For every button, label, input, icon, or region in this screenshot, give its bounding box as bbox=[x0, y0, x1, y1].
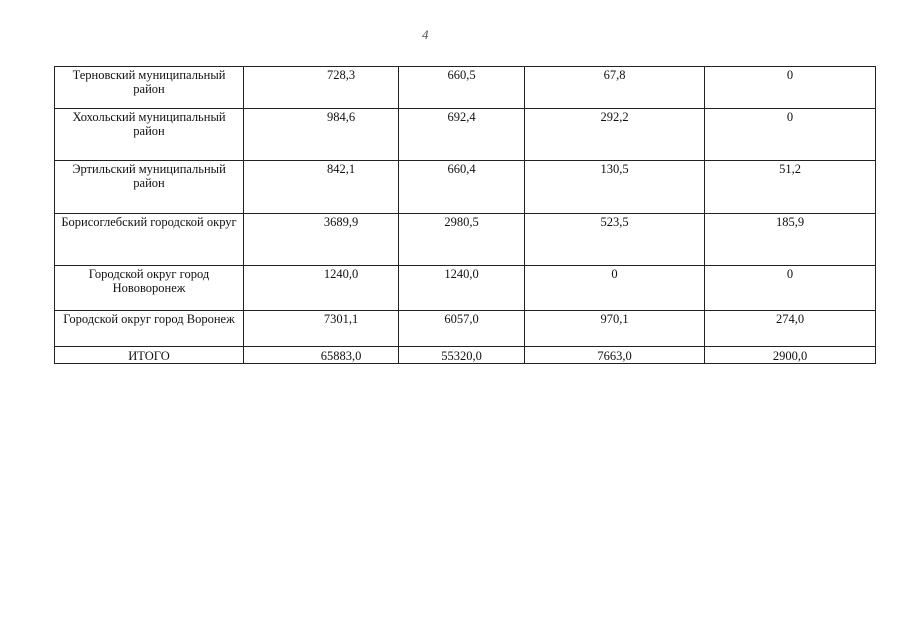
value-cell: 2980,5 bbox=[399, 214, 525, 266]
value-cell: 7301,1 bbox=[244, 311, 399, 347]
page-number: 4 bbox=[422, 27, 429, 42]
value-cell: 842,1 bbox=[244, 161, 399, 214]
row-name-cell: Хохольский муниципальный район bbox=[55, 109, 244, 161]
table-row bbox=[55, 311, 876, 347]
value-cell: 0 bbox=[525, 266, 705, 311]
value-cell: 970,1 bbox=[525, 311, 705, 347]
value-cell: 1240,0 bbox=[244, 266, 399, 311]
data-table bbox=[54, 66, 876, 364]
table-row bbox=[55, 67, 876, 109]
row-name-cell: Городской округ город Воронеж bbox=[55, 311, 244, 347]
table-row bbox=[55, 266, 876, 311]
value-cell: 130,5 bbox=[525, 161, 705, 214]
table-row bbox=[55, 109, 876, 161]
total-value-cell: 2900,0 bbox=[705, 347, 876, 364]
value-cell: 292,2 bbox=[525, 109, 705, 161]
value-cell: 6057,0 bbox=[399, 311, 525, 347]
value-cell: 523,5 bbox=[525, 214, 705, 266]
value-cell: 0 bbox=[705, 67, 876, 109]
total-value-cell: 55320,0 bbox=[399, 347, 525, 364]
row-name-cell: Городской округ город Нововоронеж bbox=[55, 266, 244, 311]
total-value-cell: 65883,0 bbox=[244, 347, 399, 364]
value-cell: 1240,0 bbox=[399, 266, 525, 311]
value-cell: 692,4 bbox=[399, 109, 525, 161]
value-cell: 3689,9 bbox=[244, 214, 399, 266]
total-row bbox=[55, 347, 876, 364]
value-cell: 274,0 bbox=[705, 311, 876, 347]
table-row bbox=[55, 214, 876, 266]
value-cell: 984,6 bbox=[244, 109, 399, 161]
value-cell: 51,2 bbox=[705, 161, 876, 214]
value-cell: 660,5 bbox=[399, 67, 525, 109]
total-value-cell: 7663,0 bbox=[525, 347, 705, 364]
total-label-cell: ИТОГО bbox=[55, 347, 244, 364]
value-cell: 185,9 bbox=[705, 214, 876, 266]
value-cell: 0 bbox=[705, 266, 876, 311]
row-name-cell: Борисоглебский городской округ bbox=[55, 214, 244, 266]
value-cell: 67,8 bbox=[525, 67, 705, 109]
table-row bbox=[55, 161, 876, 214]
value-cell: 728,3 bbox=[244, 67, 399, 109]
row-name-cell: Эртильский муниципальный район bbox=[55, 161, 244, 214]
row-name-cell: Терновский муниципальный район bbox=[55, 67, 244, 109]
value-cell: 660,4 bbox=[399, 161, 525, 214]
value-cell: 0 bbox=[705, 109, 876, 161]
